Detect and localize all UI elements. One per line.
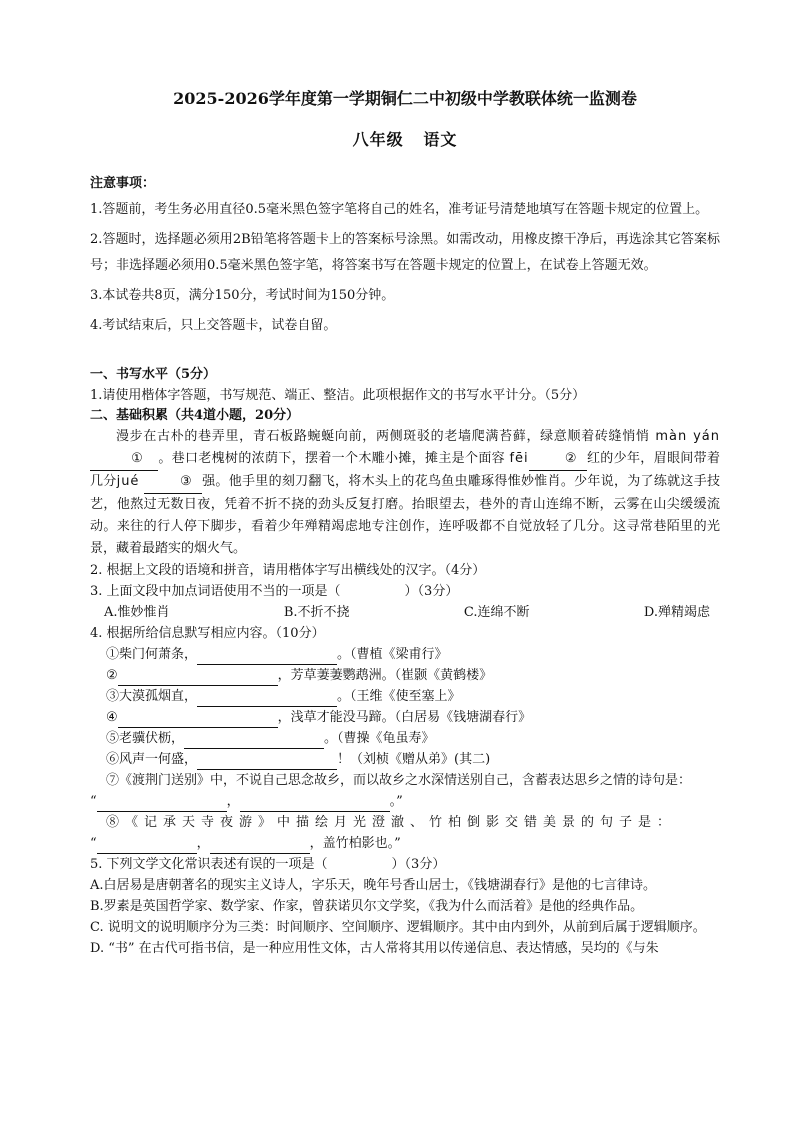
- exam-subtitle: 八年级 语文: [352, 130, 458, 149]
- dictation-prompt: ①柴门何萧条，: [106, 647, 198, 662]
- answer-blank[interactable]: ②: [529, 448, 587, 471]
- answer-line[interactable]: [240, 797, 390, 812]
- dictation-item: [90, 707, 720, 728]
- dictation-prompt: ⑥风声一何盛，: [106, 752, 198, 767]
- option-c[interactable]: C. 说明文的说明顺序分为三类：时间顺序、空间顺序、逻辑顺序。其中由内到外，从前到后属于逻辑顺序。: [90, 920, 706, 935]
- question-text: 1.请使用楷体字答题，书写规范、端正、整洁。此项根据作文的书写水平计分。（5分）: [90, 388, 586, 403]
- dictation-prompt: ③大漠孤烟直，: [106, 689, 198, 704]
- option-d[interactable]: D.殚精竭虑: [643, 605, 710, 620]
- dictation-prompt: ②: [106, 668, 118, 683]
- answer-blank[interactable]: ③: [144, 471, 202, 494]
- dictation-source: 。（王维《使至塞上》: [337, 689, 461, 704]
- option-a[interactable]: A.惟妙惟肖: [104, 605, 170, 620]
- question-4: 4. 根据所给信息默写相应内容。（10分）: [90, 626, 325, 641]
- question-2: 2. 根据上文段的语境和拼音，请用楷体字写出横线处的汉字。（4分）: [90, 563, 486, 578]
- option-b[interactable]: B.不折不挠: [283, 605, 350, 620]
- answer-blank[interactable]: ①: [90, 448, 158, 471]
- passage-text: 漫步在古朴的巷弄里，青石板路蜿蜒向前，两侧斑驳的老墙爬满苔藓，绿意顺着砖缝悄悄: [116, 429, 650, 444]
- question-stem: 5. 下列文学文化常识表述有误的一项是（: [90, 857, 328, 872]
- exam-title: 2025-2026学年度第一学期铜仁二中初级中学教联体统一监测卷: [173, 89, 637, 108]
- option-d[interactable]: D. “书” 在古代可指书信，是一种应用性文体，古人常将其用以传递信息、表达情感，吴均的《与朱: [90, 941, 659, 956]
- notice-item: 3.本试卷共8页，满分150分，考试时间为150分钟。: [90, 288, 395, 303]
- question-3: [90, 581, 720, 602]
- answer-line[interactable]: [118, 713, 278, 728]
- option-b[interactable]: B.罗素是英国哲学家、数学家、作家，曾获诺贝尔文学奖，《我为什么而活着》是他的经典作品。: [90, 899, 644, 914]
- notice-item: 2.答题时，选择题必须用2B铅笔将答题卡上的答案标号涂黑。如需改动，用橡皮擦干净后，再选涂其它答案标号；非选择题必须用0.5毫米黑色签字笔，将答案书写在答题卡规定的位置上，在试卷上答题无效。: [90, 232, 720, 273]
- dictation-prompt: ④: [106, 710, 118, 725]
- pinyin: màn yán: [649, 429, 720, 444]
- dictation-answer-row: [90, 791, 720, 812]
- answer-line[interactable]: [197, 755, 337, 770]
- exam-page: [90, 80, 720, 959]
- answer-line[interactable]: [118, 671, 278, 686]
- notice-heading: 注意事项：: [90, 176, 156, 191]
- options-row: [90, 602, 720, 623]
- question-stem: ）（3分）: [391, 857, 446, 872]
- dictation-source: ，浅草才能没马蹄。（白居易《钱塘湖春行》: [277, 710, 532, 725]
- quote-mark: “: [90, 836, 97, 851]
- dictation-item: [90, 686, 720, 707]
- passage-text: 红的少年，眉眼间带着几分: [90, 451, 720, 489]
- dictation-item: [90, 728, 720, 749]
- question-stem: 3. 上面文段中加点词语使用不当的一项是（: [90, 584, 341, 599]
- pinyin: fēi: [509, 451, 529, 466]
- notice-item: 4.考试结束后，只上交答题卡，试卷自留。: [90, 318, 337, 333]
- question-stem: ）（3分）: [404, 584, 459, 599]
- option-c[interactable]: C.连绵不断: [463, 605, 530, 620]
- answer-line[interactable]: [210, 839, 310, 854]
- notice-item: 1.答题前，考生务必用直径0.5毫米黑色签字笔将自己的姓名，准考证号清楚地填写在答题卡规定的位置上。: [90, 202, 709, 217]
- question-5: [90, 854, 720, 875]
- dictation-source: ，芳草萋萋鹦鹉洲。（崔颢《黄鹤楼》: [277, 668, 493, 683]
- option-a[interactable]: A.白居易是唐朝著名的现实主义诗人，字乐天，晚年号香山居士，《钱塘湖春行》是他的七言律诗。: [90, 878, 657, 893]
- punctuation: ，: [226, 794, 240, 809]
- dictation-item: ⑦《渡荆门送别》中，不说自己思念故乡，而以故乡之水深情送别自己，含蓄表达思乡之情的诗句是：: [106, 773, 692, 788]
- answer-line[interactable]: [97, 797, 227, 812]
- punctuation: ，: [196, 836, 210, 851]
- notice-block: [90, 172, 720, 339]
- answer-line[interactable]: [97, 839, 197, 854]
- dictation-answer-row: [90, 833, 720, 854]
- dictation-source: 。（曹植《梁甫行》: [337, 647, 448, 662]
- dictation-source: ！（刘桢《赠从弟》(其二): [337, 752, 491, 767]
- passage-text: 强。他手里的刻刀翻飞，将木头上的花鸟鱼虫雕琢得惟妙惟肖。少年说，为了练就这手技艺，他熬过无数日夜，凭着不折不挠的劲头反复打磨。抬眼望去，巷外的青山连绵不断，云雾在山尖缓缓流动。来往的行人停下脚步，看着少年殚精竭虑地专注创作，连呼吸都不自觉放轻了几分。这寻常巷陌里的光景，藏着最踏实的烟火气。: [90, 474, 720, 556]
- quote-mark: 。”: [389, 794, 403, 809]
- reading-passage: [90, 426, 720, 560]
- passage-text: 。巷口老槐树的浓荫下，摆着一个木雕小摊，摊主是个面容: [158, 451, 505, 466]
- answer-line[interactable]: [197, 650, 337, 665]
- section-heading: 二、基础积累（共4道小题，20分）: [90, 408, 300, 423]
- dictation-item: [90, 665, 720, 686]
- pinyin: jué: [116, 474, 140, 489]
- section-heading: 一、书写水平（5分）: [90, 367, 217, 382]
- dictation-item: [90, 644, 720, 665]
- answer-line[interactable]: [197, 692, 337, 707]
- answer-line[interactable]: [184, 734, 324, 749]
- dictation-item: ⑧《记承天寺夜游》中描绘月光澄澈、竹柏倒影交错美景的句子是：: [106, 815, 677, 830]
- quote-mark: “: [90, 794, 97, 809]
- dictation-item: [90, 749, 720, 770]
- dictation-source: 。（曹操《龟虽寿》: [324, 731, 435, 746]
- dictation-prompt: ⑤老骥伏枥，: [106, 731, 185, 746]
- quote-mark: ，盖竹柏影也。”: [309, 836, 401, 851]
